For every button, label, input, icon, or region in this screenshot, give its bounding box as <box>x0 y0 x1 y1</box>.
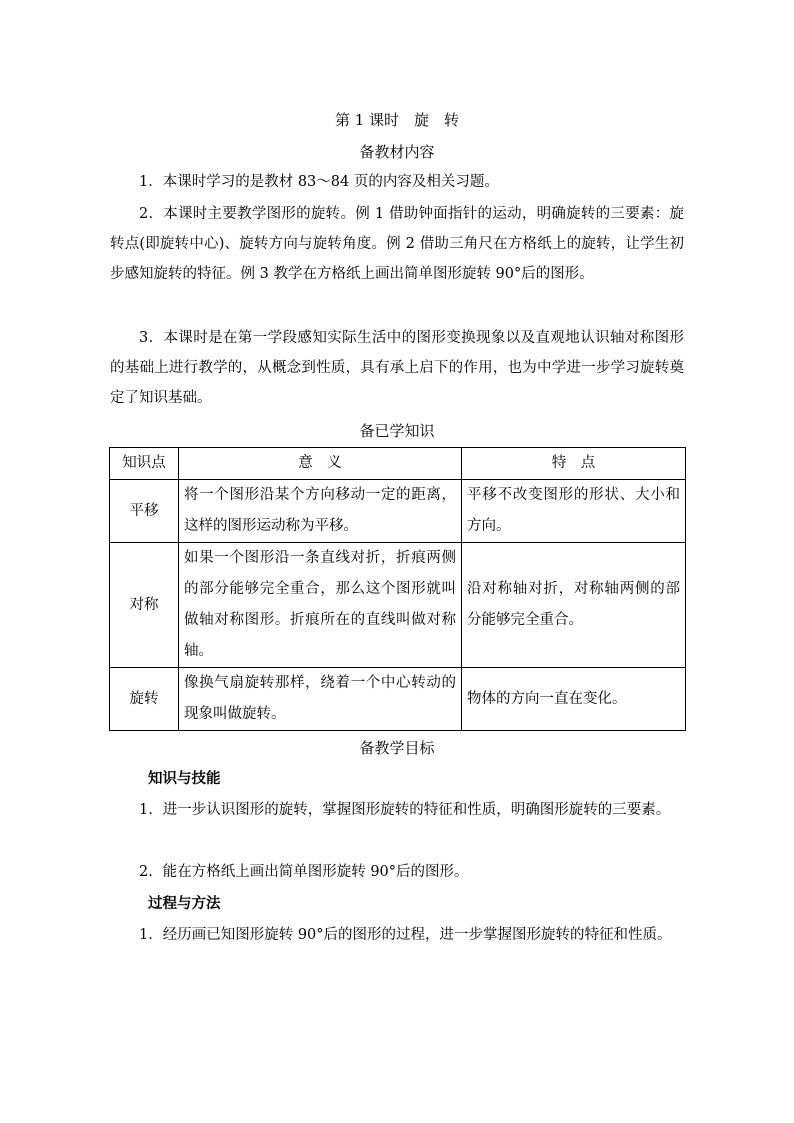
cell-point: 对称 <box>110 543 179 668</box>
cell-meaning: 将一个图形沿某个方向移动一定的距离，这样的图形运动称为平移。 <box>179 480 462 543</box>
section-heading-prior-knowledge: 备已学知识 <box>359 422 435 440</box>
subheading-process-methods: 过程与方法 <box>148 895 221 912</box>
table-row <box>110 543 686 668</box>
cell-feature: 沿对称轴对折，对称轴两侧的部分能够完全重合。 <box>462 543 686 668</box>
prior-knowledge-table <box>109 447 686 731</box>
column-header-meaning: 意 义 <box>179 448 462 480</box>
table-row <box>110 668 686 731</box>
objective-item: 1．经历画已知图形旋转 90°后的图形的过程，进一步掌握图形旋转的特征和性质。 <box>139 927 672 943</box>
cell-feature: 物体的方向一直在变化。 <box>462 668 686 731</box>
materials-paragraph-2: 2．本课时主要教学图形的旋转。例 1 借助钟面指针的运动，明确旋转的三要素：旋转点(即旋转中心)、旋转方向与旋转角度。例 2 借助三角尺在方格纸上的旋转，让学生初步感知旋转的特征。例 3 教学在方格纸上画出简单图形旋转 90°后的图形。 <box>110 206 684 282</box>
column-header-feature: 特 点 <box>462 448 686 480</box>
cell-point: 旋转 <box>110 668 179 731</box>
materials-paragraph-1: 1．本课时学习的是教材 83～84 页的内容及相关习题。 <box>139 174 499 190</box>
cell-point: 平移 <box>110 480 179 543</box>
lesson-title: 第 1 课时 旋 转 <box>334 111 460 129</box>
objective-item: 2．能在方格纸上画出简单图形旋转 90°后的图形。 <box>139 864 469 880</box>
subheading-knowledge-skills: 知识与技能 <box>148 770 221 787</box>
section-heading-objectives: 备教学目标 <box>359 739 435 757</box>
materials-paragraph-3: 3．本课时是在第一学段感知实际生活中的图形变换现象以及直观地认识轴对称图形的基础上进行教学的，从概念到性质，具有承上启下的作用，也为中学进一步学习旋转奠定了知识基础。 <box>110 330 684 406</box>
objective-item: 1．进一步认识图形的旋转，掌握图形旋转的特征和性质，明确图形旋转的三要素。 <box>139 802 671 818</box>
table-row <box>110 480 686 543</box>
cell-feature: 平移不改变图形的形状、大小和方向。 <box>462 480 686 543</box>
column-header-point: 知识点 <box>110 448 179 480</box>
cell-meaning: 像换气扇旋转那样，绕着一个中心转动的现象叫做旋转。 <box>179 668 462 731</box>
section-heading-materials: 备教材内容 <box>359 143 435 161</box>
cell-meaning: 如果一个图形沿一条直线对折，折痕两侧的部分能够完全重合，那么这个图形就叫做轴对称图形。折痕所在的直线叫做对称轴。 <box>179 543 462 668</box>
table-header-row <box>110 448 686 480</box>
